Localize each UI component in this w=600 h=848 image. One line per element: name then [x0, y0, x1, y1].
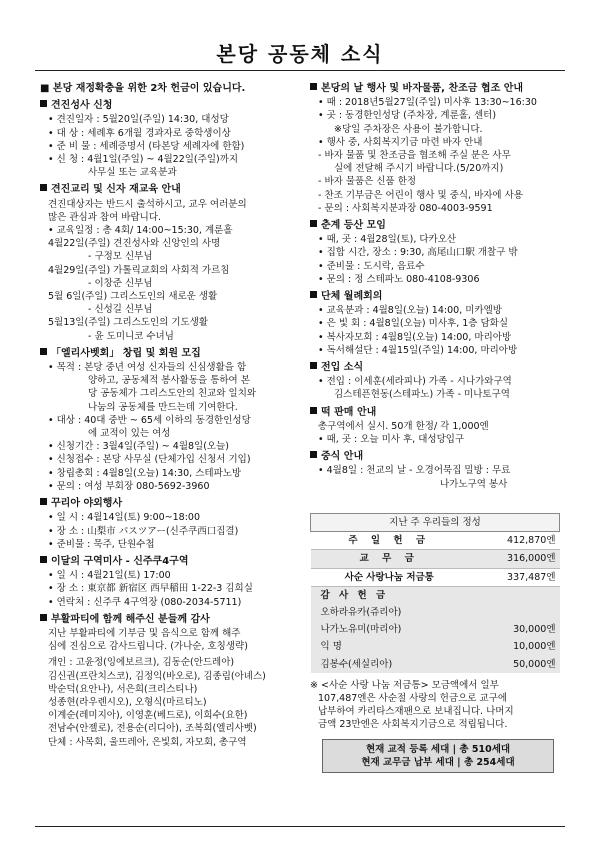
offering-table — [310, 513, 560, 673]
square-bullet-icon — [310, 362, 317, 369]
text-line: • 일 시 : 4월21일(토) 17:00 — [48, 570, 171, 582]
square-bullet-icon — [40, 556, 47, 563]
text-line: • 복사자모회 : 4월8일(오늘) 14:00, 마리아방 — [318, 331, 512, 343]
text-line: 사무실 또는 교육분과 — [88, 167, 177, 179]
text-line: 양하고, 공동체적 봉사활동을 통하여 본 — [88, 375, 250, 387]
square-bullet-icon — [310, 83, 317, 90]
text-line: • 교육일정 : 총 4회/ 14:00~15:30, 계룬홀 — [48, 225, 233, 237]
text-line: • 장 소 : 山梨市 パスツアー(신주쿠西口집결) — [48, 525, 239, 537]
text-line: 견진대상자는 반드시 출석하시고, 교우 여러분의 — [48, 198, 247, 210]
square-bullet-icon — [40, 348, 47, 355]
text-line: - 윤 도미니코 수녀님 — [88, 330, 174, 342]
text-line: • 문의 : 정 스테파노 080-4108-9306 — [318, 273, 480, 285]
text-line: - 바자 물품은 신품 한정 — [318, 176, 417, 188]
text-line: • 곳 : 동경한인성당 (주차장, 계룬홀, 센터) — [318, 110, 497, 122]
text-line: • 신청접수 : 본당 사무실 (단체가입 신청서 기입) — [48, 454, 251, 466]
text-line: 단체 : 사목회, 울뜨레아, 은빛회, 자모회, 총구역 — [48, 736, 247, 748]
text-line: 김스테픈현동(스테파노) 가족 - 미나토구역 — [334, 389, 510, 401]
square-bullet-icon — [40, 100, 47, 107]
square-bullet-icon — [40, 184, 47, 191]
text-line: ※당일 주차장은 사용이 불가합니다. — [334, 123, 483, 135]
text-line: - 문의 : 사회복지분과장 080-4003-9591 — [318, 202, 493, 214]
text-line: - 바자 물품 및 찬조금을 협조해 주실 분은 사무 — [318, 150, 511, 162]
text-line: • 4월8일 : 천교의 날 - 오경어묵집 밀방 : 무료 — [318, 465, 511, 477]
text-line: • 은 빛 회 : 4월8일(오늘) 미사후, 1층 담화실 — [318, 318, 509, 330]
square-bullet-icon — [310, 291, 317, 298]
text-line: 개인 : 고윤정(잉에보르크), 김동순(안드레아) — [48, 657, 235, 669]
left-column — [40, 82, 292, 749]
table-row: 교 무 금 316,000엔 — [311, 550, 560, 568]
square-bullet-icon — [40, 498, 47, 505]
paying-households: 현재 교무금 납부 세대 | 총 254세대 — [361, 756, 515, 768]
text-line: 지난 부활파티에 기부금 및 음식으로 함께 해주 — [48, 627, 241, 639]
text-line: - 신성길 신부님 — [88, 304, 153, 316]
text-line: 전남수(안젤로), 전용순(리디아), 조복희(엘리사벳) — [48, 723, 257, 735]
section-heading: 단체 월례회의 — [310, 290, 568, 303]
text-line: 4월22일(주일) 견진성사와 신앙인의 사명 — [48, 238, 221, 250]
text-line: 5월13일(주일) 그리스도인의 기도생활 — [48, 317, 209, 329]
text-line: 심에 진심으로 감사드립니다. (가나순, 호칭생략) — [48, 641, 248, 653]
text-line: • 일 시 : 4월14일(토) 9:00~18:00 — [48, 512, 201, 524]
text-line: 성종현(라우렌시오), 오형식(마르티노) — [48, 696, 207, 708]
text-line: 당 공동체가 그리스도안의 친교와 일치와 — [88, 388, 257, 400]
text-line: • 장 소 : 東京都 新宿区 西早稲田 1-22-3 김희실 — [48, 583, 253, 595]
text-line: • 문의 : 여성 부회장 080-5692-3960 — [48, 480, 210, 492]
text-line: • 준비물 : 묵주, 단원수첩 — [48, 538, 155, 550]
text-line: • 신청기간 : 3월4일(주일) ~ 4월8일(오늘) — [48, 441, 229, 453]
table-row: 나가노유미(마리아) 30,000엔 — [311, 621, 560, 638]
text-line: - 이창준 신부님 — [88, 277, 153, 289]
text-line: - 구정모 신부님 — [88, 251, 153, 263]
text-line: • 교육분과 : 4월8일(오늘) 14:00, 미카엘방 — [318, 305, 502, 317]
text-line: 5월 6일(주일) 그리스도인의 새로운 생활 — [48, 291, 218, 303]
section-heading: 「엘리사벳회」 창립 및 회원 모집 — [40, 347, 292, 360]
text-line: 김신권(프란치스코), 김정익(바오로), 김종림(아녜스) — [48, 670, 266, 682]
section-heading: 이달의 구역미사 - 신주쿠4구역 — [40, 555, 292, 568]
text-line: 이계순(레미지아), 이영훈(베드로), 이희수(요한) — [48, 710, 248, 722]
text-line: 실에 전달해 주시기 바랍니다.(5/20까지) — [334, 163, 504, 175]
section-heading: 꾸리아 야외행사 — [40, 497, 292, 510]
text-line: • 견진일자 : 5월20일(주일) 14:30, 대성당 — [48, 114, 229, 126]
text-line: 나눔의 공동체를 만드는데 기여한다. — [88, 401, 238, 413]
page-title: 본당 공동체 소식 — [216, 42, 384, 66]
table-row: 감 사 헌 금 — [311, 586, 560, 604]
text-line: • 때, 곳 : 오늘 미사 후, 대성당입구 — [318, 434, 465, 446]
section-heading: 본당의 날 행사 및 바자물품, 찬조금 협조 안내 — [310, 82, 568, 95]
text-line: • 집합 시간, 장소 : 9:30, 高尾山口駅 개찰구 밖 — [318, 247, 518, 259]
section-heading: 중식 안내 — [310, 450, 568, 463]
household-summary-box — [322, 739, 554, 773]
square-bullet-icon — [310, 407, 317, 414]
section-heading: 전입 소식 — [310, 361, 568, 374]
right-column — [310, 82, 568, 773]
text-line: • 목적 : 본당 중년 여성 신자들의 신심생활을 함 — [48, 362, 247, 374]
section-heading: 춘계 등산 모임 — [310, 219, 568, 232]
offering-header: 지난 주 우리들의 정성 — [311, 513, 560, 531]
square-bullet-icon — [310, 220, 317, 227]
top-rule — [35, 70, 565, 71]
registered-households: 현재 교적 등록 세대 | 총 510세대 — [365, 743, 511, 755]
square-bullet-icon — [40, 614, 47, 621]
text-line: 총구역에서 실시. 50개 한정/ 각 1,000엔 — [318, 420, 489, 432]
text-line: • 때 : 2018년5월27일(주일) 미사후 13:30~16:30 — [318, 97, 537, 109]
text-line: • 대상 : 40대 중반 ~ 65세 이하의 동경한인성당 — [48, 414, 251, 426]
text-line: 박순덕(요안나), 서은희(크리스티나) — [48, 683, 198, 695]
text-line: • 준 비 물 : 세례증명서 (타본당 세례자에 한함) — [48, 140, 245, 152]
table-row: 오하라유카(쥬리아) — [311, 604, 560, 621]
text-line: • 대 상 : 세례후 6개월 경과자로 중학생이상 — [48, 127, 231, 139]
text-line: • 창립총회 : 4월8일(오늘) 14:30, 스테파노방 — [48, 467, 242, 479]
section-heading: 견진성사 신청 — [40, 99, 292, 112]
text-line: • 독서해설단 : 4월15일(주일) 14:00, 마리아방 — [318, 344, 518, 356]
text-line: • 신 청 : 4월1일(주일) ~ 4월22일(주일)까지 — [48, 154, 239, 166]
table-row: 김봉수(세실리아) 50,000엔 — [311, 656, 560, 673]
bottom-rule — [35, 826, 565, 827]
table-row: 익 명 10,000엔 — [311, 638, 560, 655]
text-line: • 연락처 : 신주쿠 4구역장 (080-2034-5711) — [48, 596, 242, 608]
text-line: 나가노구역 봉사 — [440, 478, 508, 490]
section-heading: 부활파티에 함께 해주신 분들께 감사 — [40, 613, 292, 626]
text-line: • 때, 곳 : 4월28일(토), 다카오산 — [318, 234, 457, 246]
text-line: 4월29일(주일) 가톨릭교회의 사회적 가르침 — [48, 264, 230, 276]
section-heading: 견진교리 및 신자 재교육 안내 — [40, 183, 292, 196]
text-line: • 전입 : 이세훈(세라피나) 가족 - 시나가와구역 — [318, 376, 512, 388]
text-line: • 행사 중, 사회복지기금 마련 바자 안내 — [318, 136, 483, 148]
table-row: 사순 사랑나눔 저금통 337,487엔 — [311, 568, 560, 586]
headline: ■ 본당 재정확충을 위한 2차 헌금이 있습니다. — [40, 83, 246, 94]
text-line: • 준비물 : 도시락, 음료수 — [318, 260, 425, 272]
section-heading: 떡 판매 안내 — [310, 406, 568, 419]
text-line: 에 교적이 있는 여성 — [88, 428, 171, 440]
text-line: 많은 관심과 참여 바랍니다. — [48, 211, 162, 223]
text-line: - 찬조 기부금은 어린이 행사 및 중식, 바자에 사용 — [318, 189, 523, 201]
offering-note: ※ <사순 사랑 나눔 저금통> 모금액에서 일부 107,487엔은 사순절 사랑의 헌금으로 교구에 납부하여 카리타스재팬으로 보내집니다. 나머지 금액 23만엔은 사회복지기금으로 적립됩니다. — [310, 679, 514, 730]
table-row: 주 일 헌 금 412,870엔 — [311, 532, 560, 550]
square-bullet-icon — [310, 451, 317, 458]
